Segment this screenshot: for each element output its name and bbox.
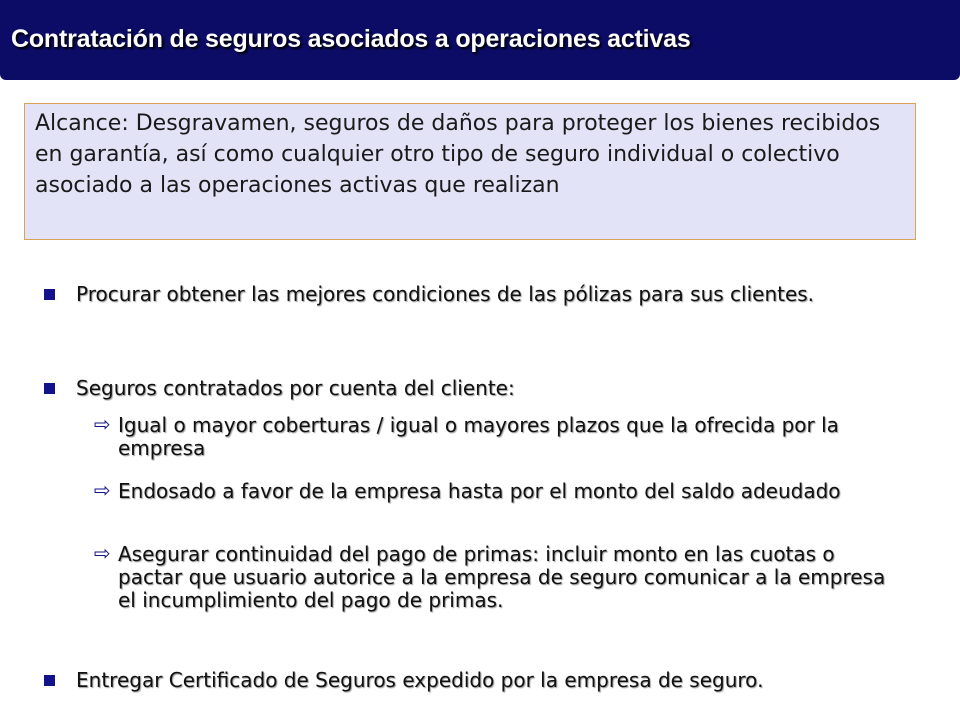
arrow-right-icon: ⇨ — [94, 478, 111, 502]
sub-bullet-text: Igual o mayor coberturas / igual o mayores plazos que la ofrecida por la empresa — [118, 413, 839, 460]
bullet-item — [44, 282, 904, 307]
arrow-right-icon: ⇨ — [94, 541, 111, 565]
sub-bullet-item — [94, 543, 904, 612]
bullet-item — [44, 668, 904, 693]
bullet-text: Seguros contratados por cuenta del cliente: — [76, 376, 515, 400]
square-bullet-icon — [44, 289, 55, 300]
square-bullet-icon — [44, 675, 55, 686]
square-bullet-icon — [44, 383, 55, 394]
bullet-item — [44, 376, 904, 401]
bullet-text: Entregar Certificado de Seguros expedido por la empresa de seguro. — [76, 668, 764, 692]
sub-bullet-text: Asegurar continuidad del pago de primas: incluir monto en las cuotas o pactar que usuario autorice a la empresa de seguro comunicar a la empresa el incumplimiento del pago de primas. — [118, 542, 886, 612]
scope-box — [24, 103, 916, 240]
title-bar — [0, 0, 960, 80]
sub-bullet-item — [94, 414, 904, 460]
page-title: Contratación de seguros asociados a operaciones activas — [11, 25, 691, 53]
sub-bullet-item — [94, 480, 904, 503]
bullet-text: Procurar obtener las mejores condiciones de las pólizas para sus clientes. — [76, 282, 815, 306]
sub-bullet-text: Endosado a favor de la empresa hasta por el monto del saldo adeudado — [118, 479, 841, 503]
scope-text: Alcance: Desgravamen, seguros de daños para proteger los bienes recibidos en garantía, así como cualquier otro tipo de seguro individual o colectivo asociado a las operaciones activas que realizan — [35, 111, 881, 198]
arrow-right-icon: ⇨ — [94, 412, 111, 436]
